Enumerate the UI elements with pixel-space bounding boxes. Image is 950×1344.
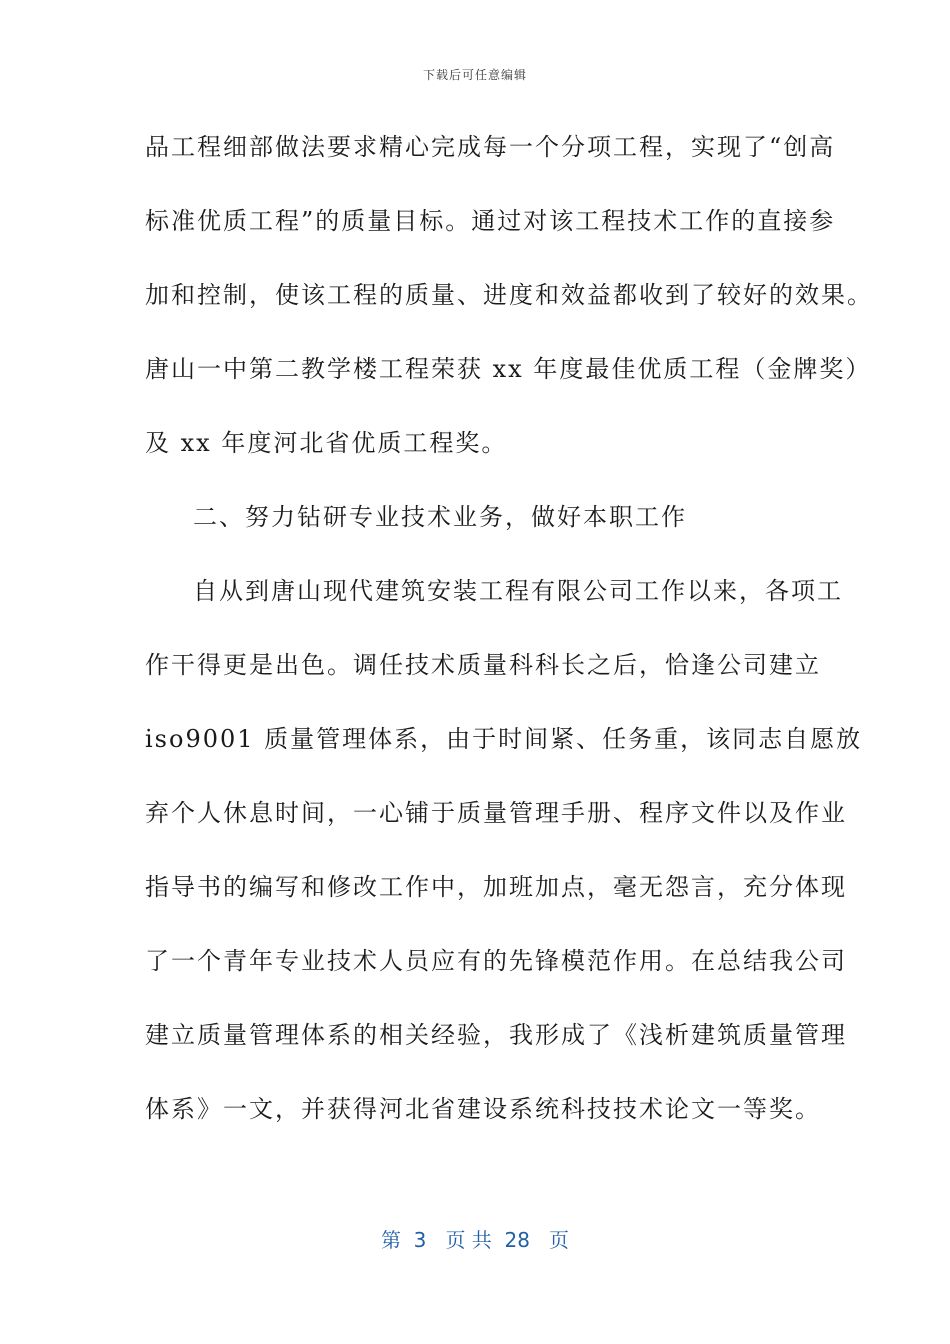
text-line: 标准优质工程”的质量目标。通过对该工程技术工作的直接参 <box>145 207 836 235</box>
text-line: 弃个人休息时间，一心铺于质量管理手册、程序文件以及作业 <box>145 799 847 827</box>
text-line: 及 xx 年度河北省优质工程奖。 <box>145 429 508 457</box>
text-line: 体系》一文，并获得河北省建设系统科技技术论文一等奖。 <box>145 1095 821 1123</box>
text-line: iso9001 质量管理体系，由于时间紧、任务重，该同志自愿放 <box>145 725 863 753</box>
text-line: 唐山一中第二教学楼工程荣获 xx 年度最佳优质工程（金牌奖） <box>145 355 872 383</box>
text-line: 自从到唐山现代建筑安装工程有限公司工作以来，各项工 <box>193 577 843 605</box>
text-line: 指导书的编写和修改工作中，加班加点，毫无怨言，充分体现 <box>145 873 847 901</box>
text-line: 品工程细部做法要求精心完成每一个分项工程，实现了“创高 <box>145 133 836 161</box>
text-line: 建立质量管理体系的相关经验，我形成了《浅析建筑质量管理 <box>145 1021 847 1049</box>
page-number-footer: 第 3 页 共 28 页 <box>380 1228 570 1252</box>
text-line: 了一个青年专业技术人员应有的先锋模范作用。在总结我公司 <box>145 947 847 975</box>
text-line: 作干得更是出色。调任技术质量科科长之后，恰逢公司建立 <box>145 651 821 679</box>
header-note: 下载后可任意编辑 <box>422 68 527 82</box>
text-line: 加和控制，使该工程的质量、进度和效益都收到了较好的效果。 <box>145 281 873 309</box>
document-body <box>145 110 873 1146</box>
section-heading: 二、努力钻研专业技术业务，做好本职工作 <box>193 503 687 531</box>
